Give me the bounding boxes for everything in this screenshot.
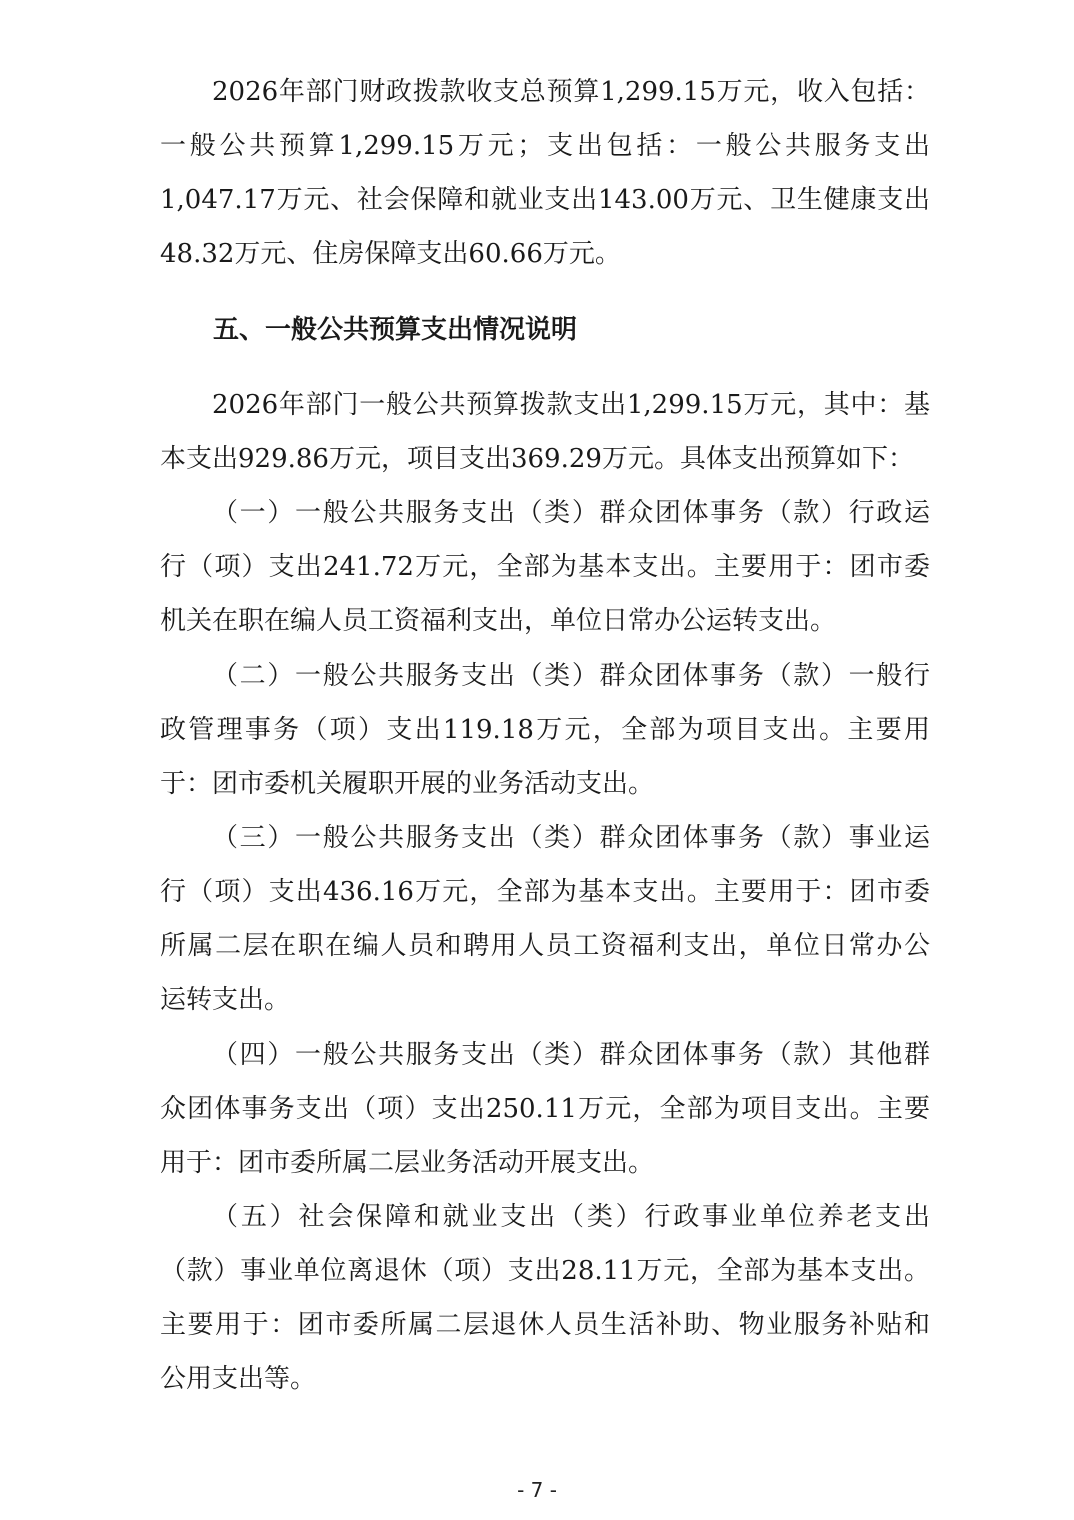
page-number: - 7 - — [517, 1478, 557, 1502]
text-line: 众团体事务支出（项）支出250.11万元，全部为项目支出。主要 — [160, 1094, 930, 1124]
text-line: 行（项）支出436.16万元，全部为基本支出。主要用于：团市委 — [160, 877, 930, 907]
text-line: 用于：团市委所属二层业务活动开展支出。 — [160, 1148, 655, 1178]
text-line: （四）一般公共服务支出（类）群众团体事务（款）其他群 — [212, 1040, 930, 1070]
text-line: 行（项）支出241.72万元，全部为基本支出。主要用于：团市委 — [160, 552, 930, 582]
text-line: 1,047.17万元、社会保障和就业支出143.00万元、卫生健康支出 — [160, 185, 930, 215]
text-line: 运转支出。 — [160, 985, 291, 1015]
text-line: （二）一般公共服务支出（类）群众团体事务（款）一般行 — [212, 661, 930, 691]
text-line: （五）社会保障和就业支出（类）行政事业单位养老支出 — [212, 1202, 930, 1232]
text-line: 一般公共预算1,299.15万元；支出包括：一般公共服务支出 — [160, 131, 930, 161]
text-line: 2026年部门财政拨款收支总预算1,299.15万元，收入包括： — [212, 77, 930, 107]
text-line: 本支出929.86万元，项目支出369.29万元。具体支出预算如下： — [160, 444, 914, 474]
text-line: 于：团市委机关履职开展的业务活动支出。 — [160, 769, 655, 799]
text-line: 主要用于：团市委所属二层退休人员生活补助、物业服务补贴和 — [160, 1310, 930, 1340]
text-line: 所属二层在职在编人员和聘用人员工资福利支出，单位日常办公 — [160, 931, 930, 961]
section-heading: 五、一般公共预算支出情况说明 — [213, 315, 578, 345]
text-line: 2026年部门一般公共预算拨款支出1,299.15万元，其中：基 — [212, 390, 930, 420]
text-line: 政管理事务（项）支出119.18万元，全部为项目支出。主要用 — [160, 715, 930, 745]
text-line: 机关在职在编人员工资福利支出，单位日常办公运转支出。 — [160, 606, 837, 636]
text-line: 48.32万元、住房保障支出60.66万元。 — [160, 239, 621, 269]
text-line: （款）事业单位离退休（项）支出28.11万元，全部为基本支出。 — [160, 1256, 930, 1286]
text-line: 公用支出等。 — [160, 1364, 317, 1394]
text-line: （一）一般公共服务支出（类）群众团体事务（款）行政运 — [212, 498, 930, 528]
text-line: （三）一般公共服务支出（类）群众团体事务（款）事业运 — [212, 823, 930, 853]
